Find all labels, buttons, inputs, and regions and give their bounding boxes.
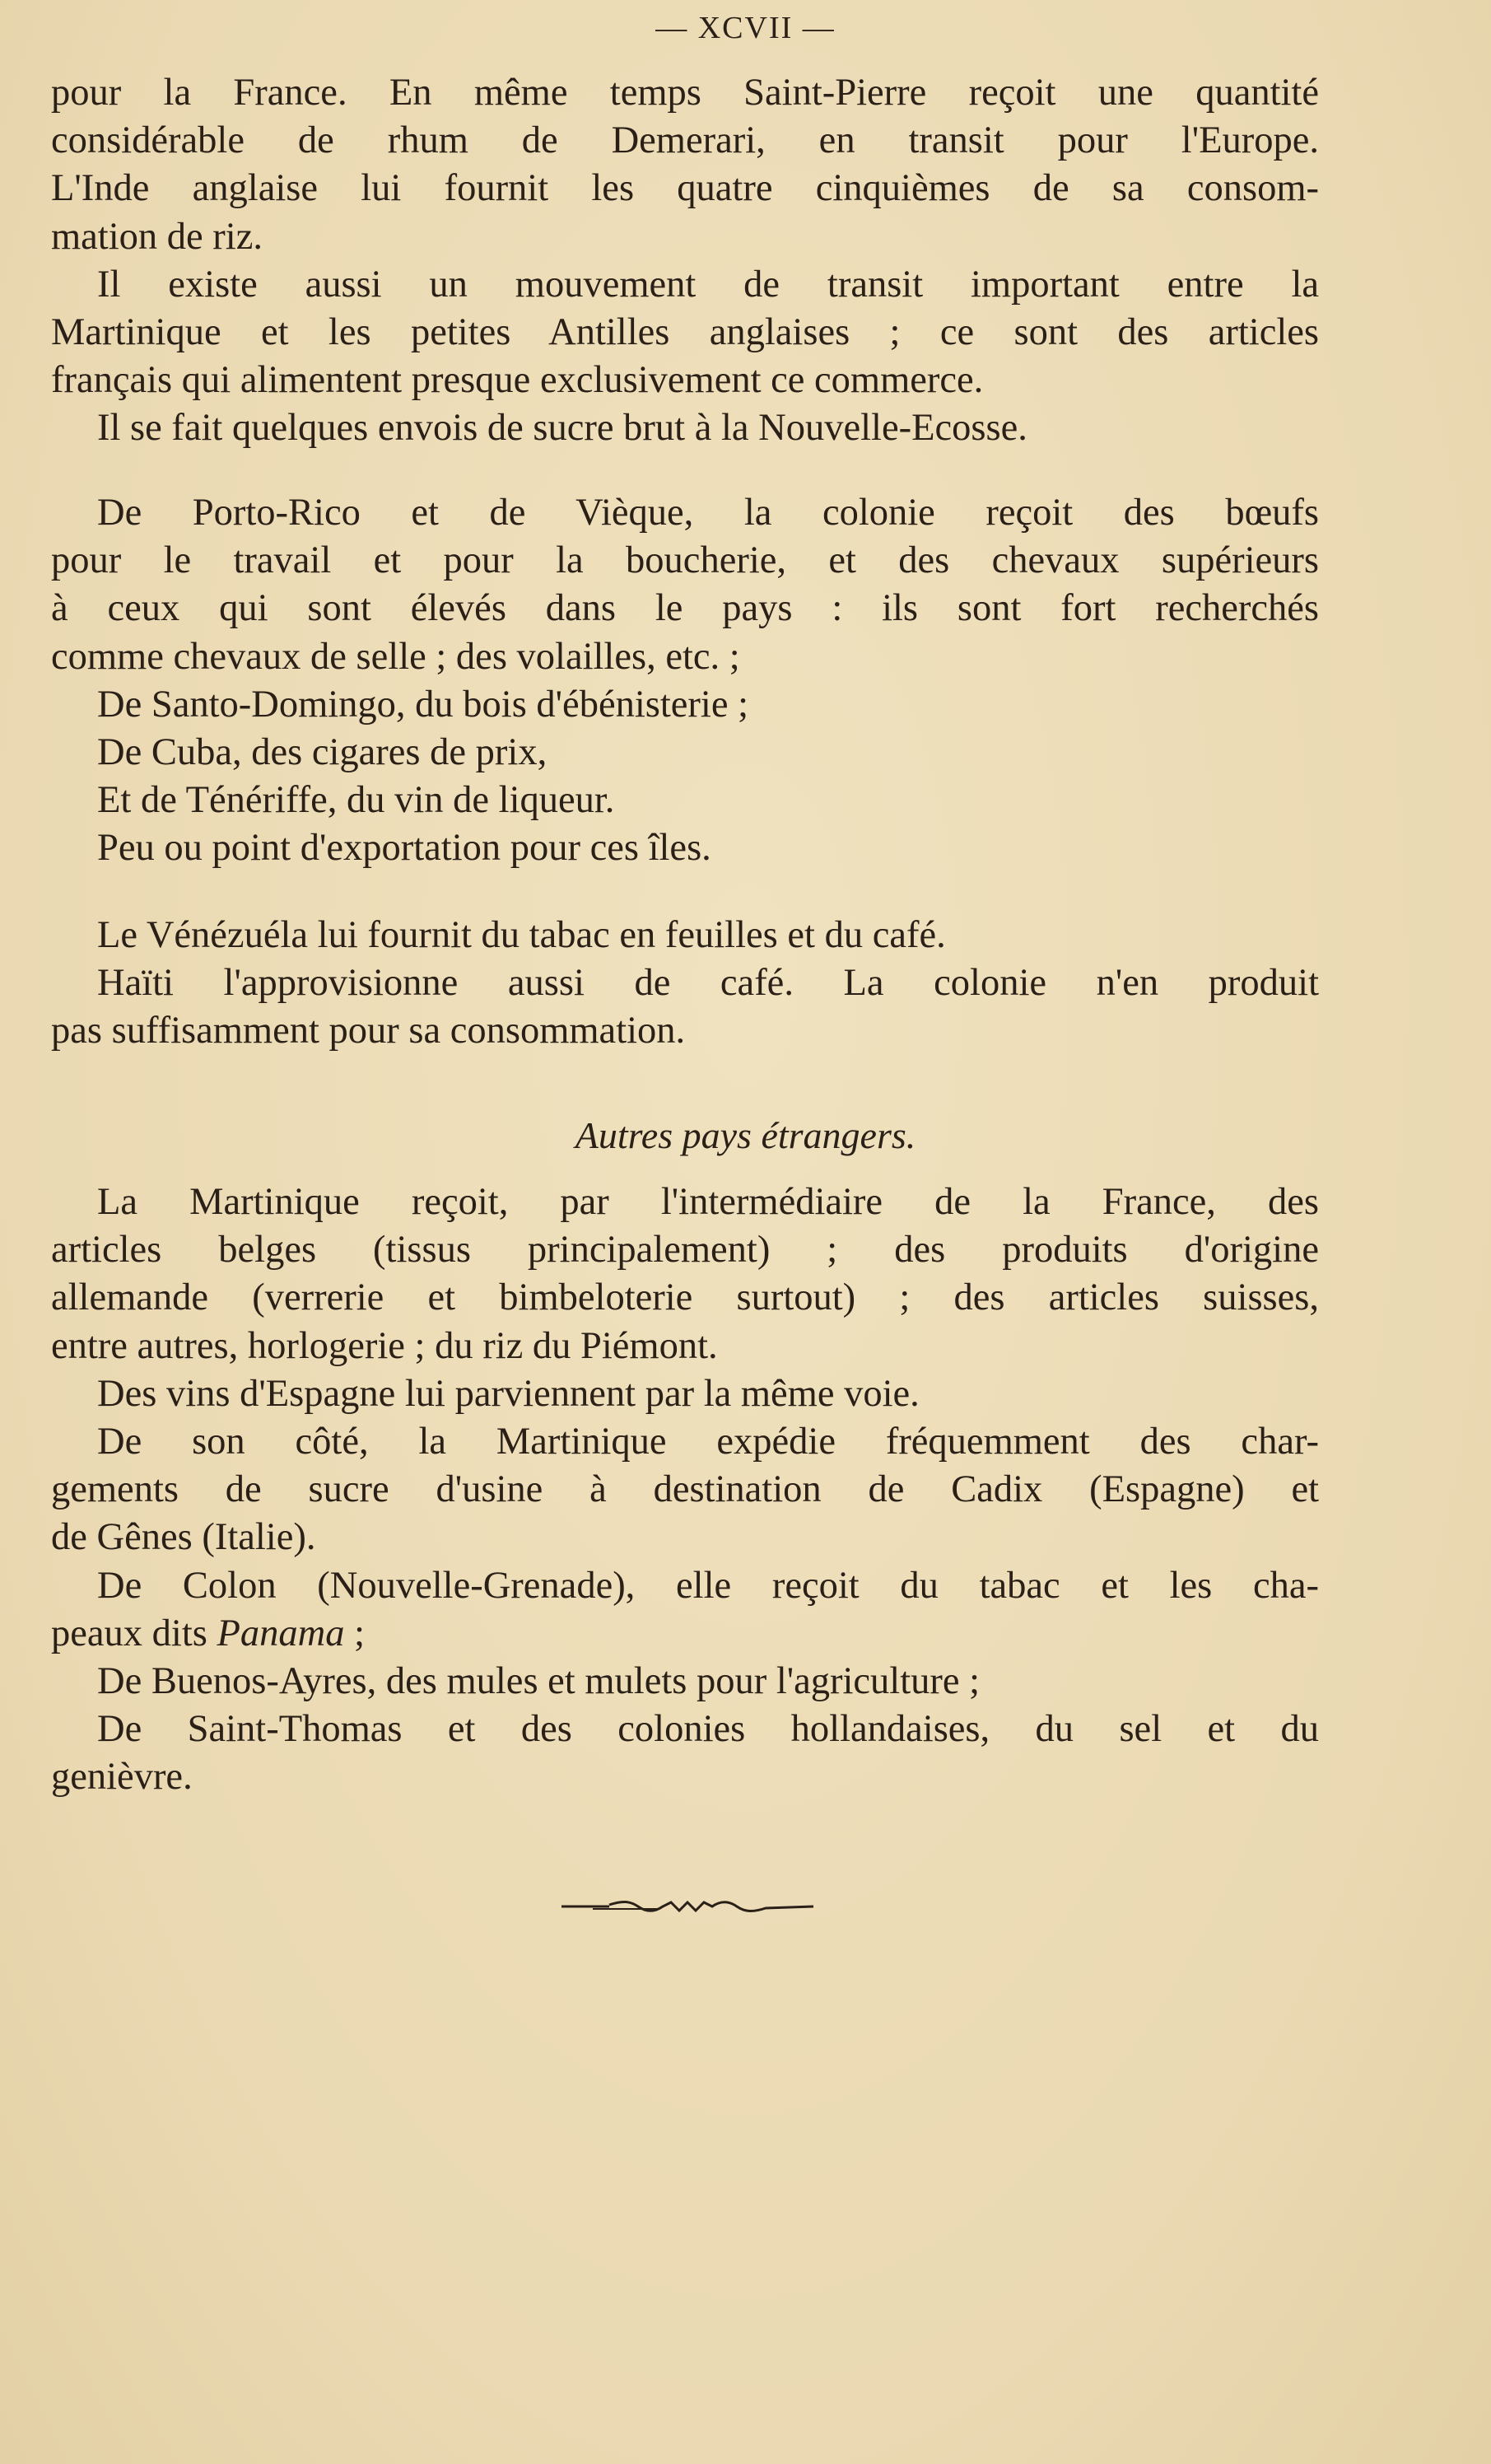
text-line: Haïti l'approvisionne aussi de café. La colonie n'en produit xyxy=(97,962,1319,1005)
text-line: à ceux qui sont élevés dans le pays : ils sont fort recherchés xyxy=(51,587,1319,630)
paragraph-group-other-countries xyxy=(51,1178,1319,1801)
text-line: mation de riz. xyxy=(51,215,263,258)
text-line: entre autres, horlogerie ; du riz du Piémont. xyxy=(51,1324,718,1367)
text-line: Martinique et les petites Antilles anglaises ; ce sont des articles xyxy=(51,310,1319,353)
text-line: pour le travail et pour la boucherie, et des chevaux supérieurs xyxy=(51,539,1319,582)
page-number: — XCVII — xyxy=(655,11,836,45)
text-line: La Martinique reçoit, par l'intermédiaire de la France, des xyxy=(97,1181,1319,1223)
text-line: considérable de rhum de Demerari, en transit pour l'Europe. xyxy=(51,119,1319,162)
text-line: Le Vénézuéla lui fournit du tabac en feuilles et du café. xyxy=(97,914,946,956)
text-line: de Gênes (Italie). xyxy=(51,1516,316,1559)
ornament-divider xyxy=(560,1894,815,1919)
italic-word: Panama xyxy=(217,1612,345,1654)
text-line: De son côté, la Martinique expédie fréquemment des char- xyxy=(97,1420,1319,1463)
text-line: De Santo-Domingo, du bois d'ébénisterie ; xyxy=(97,683,748,726)
text-line: articles belges (tissus principalement) ; des produits d'origine xyxy=(51,1229,1319,1272)
paragraph-group-venezuela-haiti xyxy=(51,912,1319,1056)
text-line: Des vins d'Espagne lui parviennent par la même voie. xyxy=(97,1372,920,1415)
text-line: De Porto-Rico et de Vièque, la colonie reçoit des bœufs xyxy=(97,492,1319,534)
paragraph-group-imports-islands xyxy=(51,489,1319,873)
text-line: De Saint-Thomas et des colonies hollandaises, du sel et du xyxy=(97,1708,1319,1751)
text-line: De Colon (Nouvelle-Grenade), elle reçoit du tabac et les cha- xyxy=(97,1564,1319,1607)
text-line: Et de Ténériffe, du vin de liqueur. xyxy=(97,779,615,822)
text-line: allemande (verrerie et bimbeloterie surtout) ; des articles suisses, xyxy=(51,1276,1319,1319)
text-line: français qui alimentent presque exclusivement ce commerce. xyxy=(51,359,984,402)
text-line: peaux dits Panama ; xyxy=(51,1612,366,1654)
text-line: comme chevaux de selle ; des volailles, etc. ; xyxy=(51,635,740,678)
text-line: Il se fait quelques envois de sucre brut à la Nouvelle-Ecosse. xyxy=(97,407,1027,450)
section-title: Autres pays étrangers. xyxy=(575,1114,916,1156)
text-line: pas suffisamment pour sa consommation. xyxy=(51,1010,686,1052)
text-line: De Cuba, des cigares de prix, xyxy=(97,730,547,773)
text-line: Peu ou point d'exportation pour ces îles. xyxy=(97,827,711,870)
text-line: De Buenos-Ayres, des mules et mulets pour l'agriculture ; xyxy=(97,1659,981,1702)
text-line: Il existe aussi un mouvement de transit important entre la xyxy=(97,263,1319,306)
text-line: pour la France. En même temps Saint-Pierre reçoit une quantité xyxy=(51,72,1319,114)
text-line: L'Inde anglaise lui fournit les quatre cinquièmes de sa consom- xyxy=(51,167,1319,210)
paragraph-group-transit xyxy=(51,69,1319,453)
text-line: gements de sucre d'usine à destination de Cadix (Espagne) et xyxy=(51,1468,1319,1511)
text-line: genièvre. xyxy=(51,1756,193,1799)
